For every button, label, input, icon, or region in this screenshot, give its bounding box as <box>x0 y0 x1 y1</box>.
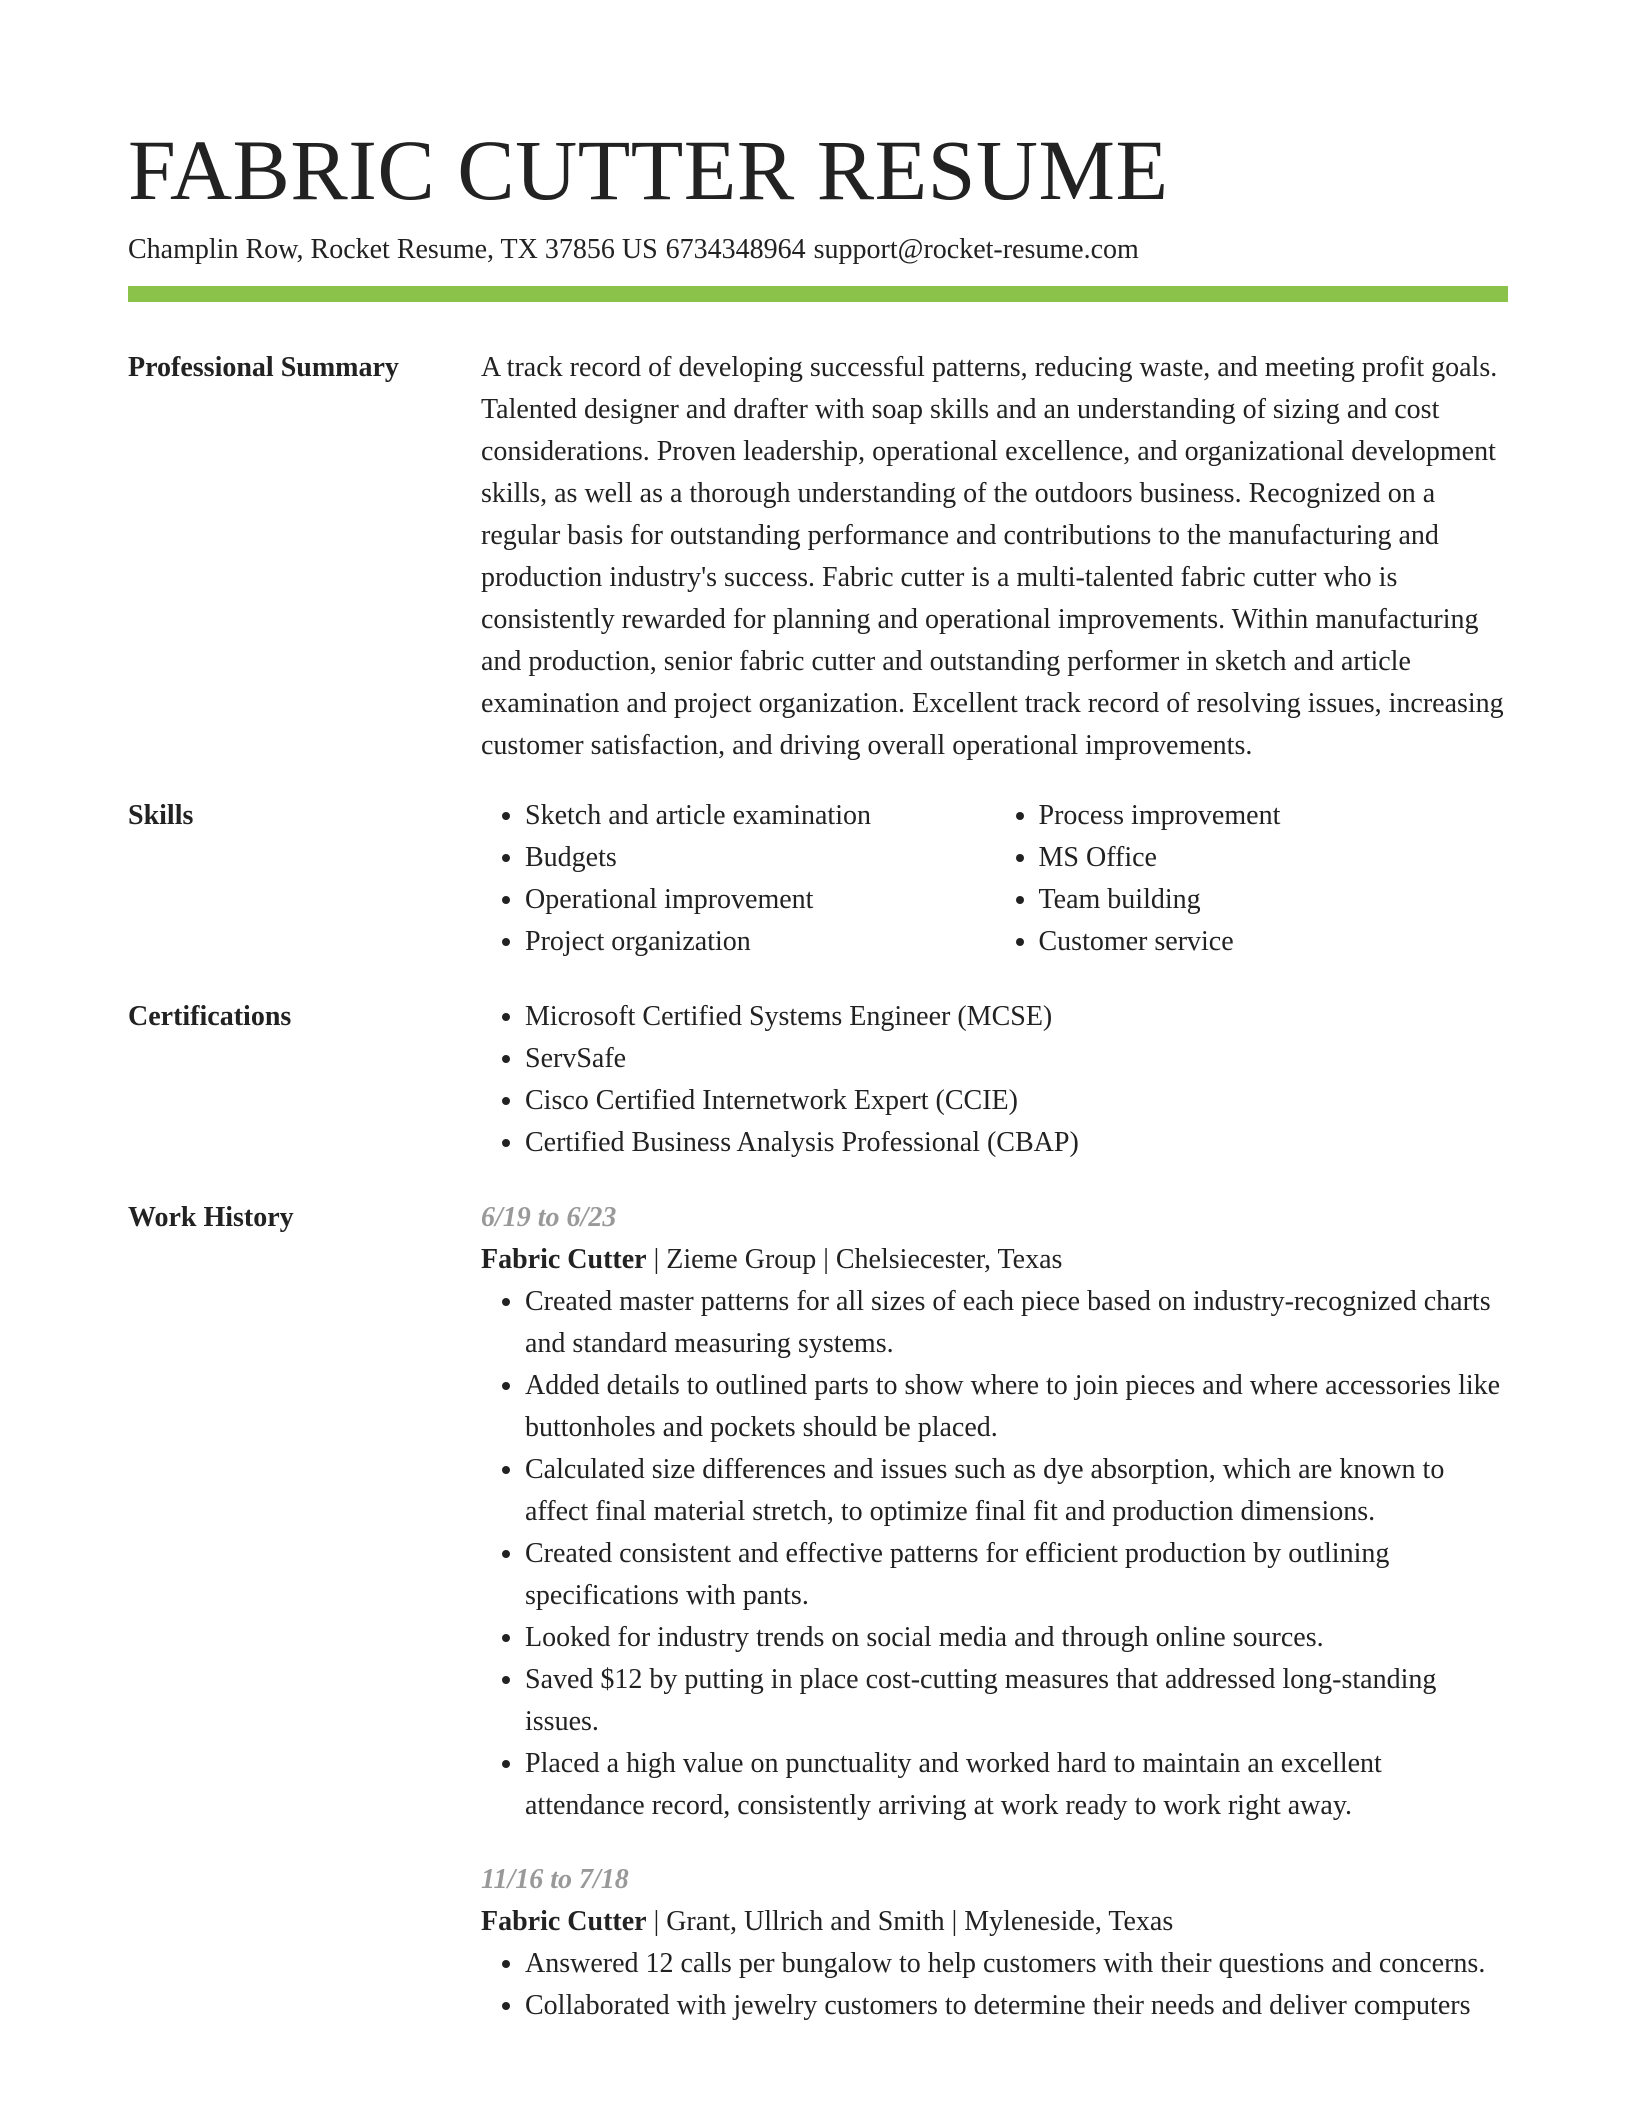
contact-address: Champlin Row, Rocket Resume, TX 37856 US <box>128 234 658 265</box>
job-bullet: • Answered 12 calls per bungalow to help customers with their questions and concerns. <box>525 1943 1508 1985</box>
certifications-list <box>481 996 1508 1164</box>
job-dates: 6/19 to 6/23 <box>481 1202 617 1233</box>
skill-item: • Team building <box>1039 879 1509 921</box>
skills-heading: Skills <box>128 800 194 831</box>
summary-heading: Professional Summary <box>128 352 399 383</box>
work-history-heading: Work History <box>128 1202 294 1233</box>
certification-item: • Microsoft Certified Systems Engineer (MCSE) <box>525 996 1508 1038</box>
contact-email: support@rocket-resume.com <box>813 234 1139 265</box>
job-role: Fabric Cutter <box>481 1906 647 1937</box>
job-bullets <box>481 1943 1508 2027</box>
resume-title: FABRIC CUTTER RESUME <box>128 122 1169 218</box>
skills-list-left <box>481 795 995 963</box>
accent-divider <box>128 286 1508 302</box>
job-details: | Zieme Group | Chelsiecester, Texas <box>646 1244 1063 1275</box>
job-bullet: • Looked for industry trends on social media and through online sources. <box>525 1617 1508 1659</box>
certifications-heading: Certifications <box>128 1001 292 1032</box>
job-entry <box>481 1859 1508 2027</box>
certification-item: • Cisco Certified Internetwork Expert (CCIE) <box>525 1080 1508 1122</box>
summary-text: A track record of developing successful patterns, reducing waste, and meeting profit goals. Talented designer and drafter with soap skills and an understanding of sizing and cost considerations. Proven leadership, operational excellence, and organizational development skills, as well as a thorough understanding of the outdoors business. Recognized on a regular basis for outstanding performance and contributions to the manufacturing and production industry's success. Fabric cutter is a multi-talented fabric cutter who is consistently rewarded for planning and operational improvements. Within manufacturing and production, senior fabric cutter and outstanding performer in sketch and article examination and project organization. Excellent track record of resolving issues, increasing customer satisfaction, and driving overall operational improvements. <box>481 352 1504 761</box>
job-bullets <box>481 1281 1508 1827</box>
skill-item: • MS Office <box>1039 837 1509 879</box>
job-entry <box>481 1197 1508 1827</box>
skill-item: • Project organization <box>525 921 995 963</box>
job-dates: 11/16 to 7/18 <box>481 1864 629 1895</box>
job-bullet: • Saved $12 by putting in place cost-cutting measures that addressed long-standing issues. <box>525 1659 1508 1743</box>
skills-body <box>481 795 1508 963</box>
skill-item: • Customer service <box>1039 921 1509 963</box>
skills-list-right <box>995 795 1509 963</box>
skill-item: • Operational improvement <box>525 879 995 921</box>
job-bullet: • Created consistent and effective patterns for efficient production by outlining specifications with pants. <box>525 1533 1508 1617</box>
skill-item: • Process improvement <box>1039 795 1509 837</box>
job-role: Fabric Cutter <box>481 1244 647 1275</box>
job-bullet: • Collaborated with jewelry customers to determine their needs and deliver computers <box>525 1985 1508 2027</box>
job-details: | Grant, Ullrich and Smith | Myleneside, Texas <box>646 1906 1174 1937</box>
job-bullet: • Created master patterns for all sizes of each piece based on industry-recognized charts and standard measuring systems. <box>525 1281 1508 1365</box>
skill-item: • Sketch and article examination <box>525 795 995 837</box>
job-bullet: • Added details to outlined parts to show where to join pieces and where accessories like buttonholes and pockets should be placed. <box>525 1365 1508 1449</box>
contact-line <box>128 230 1139 270</box>
job-title-line <box>481 1239 1508 1281</box>
summary-body <box>481 347 1508 767</box>
certifications-body <box>481 996 1508 1164</box>
contact-phone: 6734348964 <box>665 234 806 265</box>
skill-item: • Budgets <box>525 837 995 879</box>
work-history-body <box>481 1197 1508 2027</box>
job-bullet: • Calculated size differences and issues such as dye absorption, which are known to affect final material stretch, to optimize final fit and production dimensions. <box>525 1449 1508 1533</box>
job-title-line <box>481 1901 1508 1943</box>
certification-item: • ServSafe <box>525 1038 1508 1080</box>
certification-item: • Certified Business Analysis Professional (CBAP) <box>525 1122 1508 1164</box>
job-bullet: • Placed a high value on punctuality and worked hard to maintain an excellent attendance record, consistently arriving at work ready to work right away. <box>525 1743 1508 1827</box>
